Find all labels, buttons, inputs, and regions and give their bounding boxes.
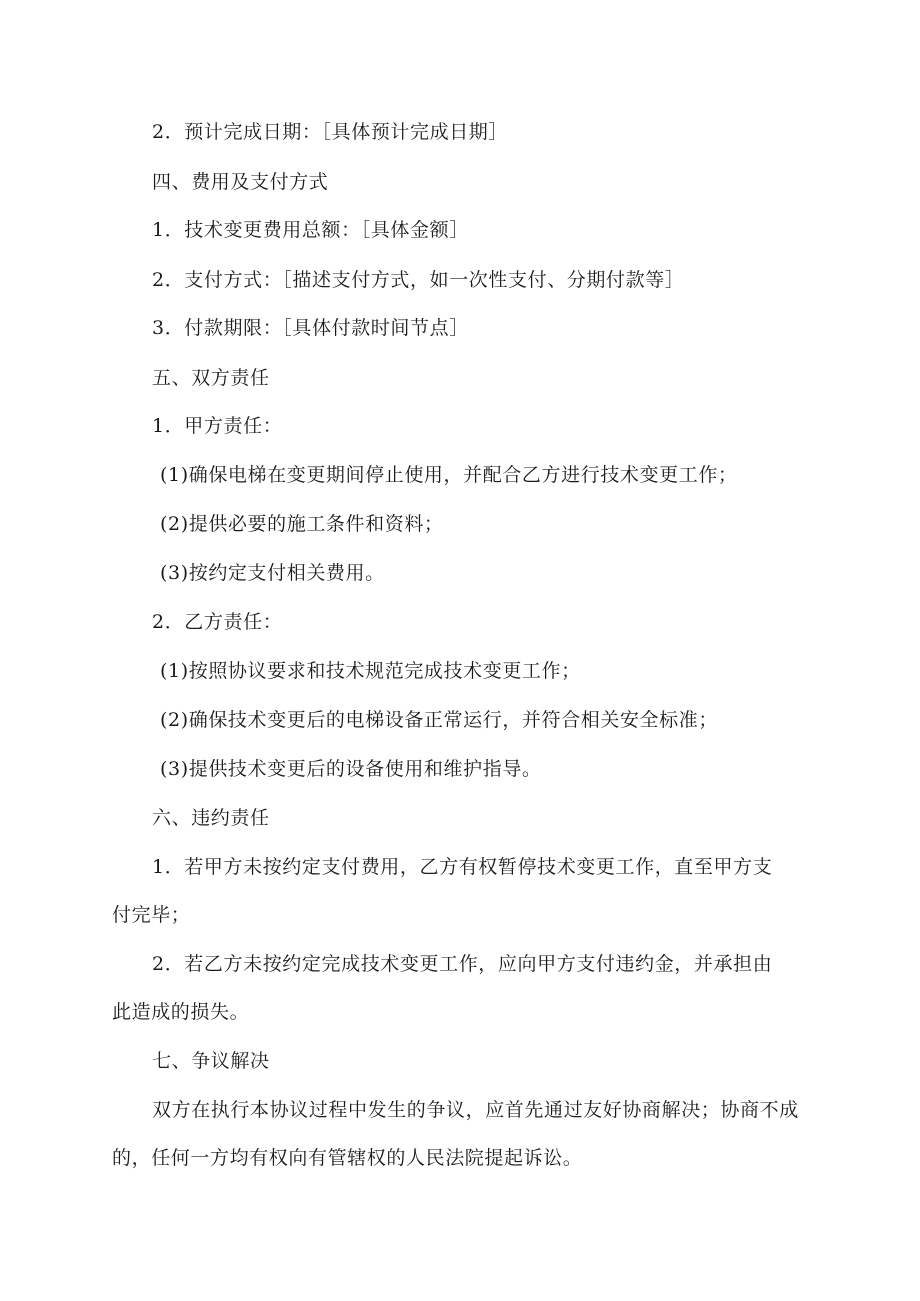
paragraph-breach-party-a: 1．若甲方未按约定支付费用，乙方有权暂停技术变更工作，直至甲方支 bbox=[152, 856, 773, 878]
paragraph-dispute-resolution: 双方在执行本协议过程中发生的争议，应首先通过友好协商解决；协商不成 bbox=[152, 1099, 799, 1121]
paragraph-breach-party-b: 2．若乙方未按约定完成技术变更工作，应向甲方支付违约金，并承担由 bbox=[152, 953, 773, 975]
list-item-party-b-2: (2)确保技术变更后的电梯设备正常运行，并符合相关安全标准； bbox=[160, 709, 718, 731]
list-item-party-b-1: (1)按照协议要求和技术规范完成技术变更工作； bbox=[160, 660, 581, 682]
paragraph-dispute-resolution-continued: 的，任何一方均有权向有管辖权的人民法院提起诉讼。 bbox=[112, 1147, 583, 1169]
subheading-party-a-responsibility: 1．甲方责任： bbox=[152, 415, 283, 437]
paragraph-payment-deadline: 3．付款期限：［具体付款时间节点］ bbox=[152, 317, 469, 339]
section-heading-breach-liability: 六、违约责任 bbox=[152, 807, 270, 829]
paragraph-breach-party-a-continued: 付完毕； bbox=[112, 904, 191, 926]
paragraph-breach-party-b-continued: 此造成的损失。 bbox=[112, 1001, 250, 1023]
list-item-party-a-3: (3)按约定支付相关费用。 bbox=[160, 562, 385, 584]
section-heading-dispute-resolution: 七、争议解决 bbox=[152, 1050, 270, 1072]
section-heading-fees-payment: 四、费用及支付方式 bbox=[152, 171, 329, 193]
paragraph-expected-completion-date: 2．预计完成日期：［具体预计完成日期］ bbox=[152, 121, 508, 143]
list-item-party-a-1: (1)确保电梯在变更期间停止使用，并配合乙方进行技术变更工作； bbox=[160, 464, 738, 486]
subheading-party-b-responsibility: 2．乙方责任： bbox=[152, 611, 283, 633]
list-item-party-b-3: (3)提供技术变更后的设备使用和维护指导。 bbox=[160, 758, 542, 780]
paragraph-payment-method: 2．支付方式：［描述支付方式，如一次性支付、分期付款等］ bbox=[152, 269, 685, 291]
section-heading-responsibilities: 五、双方责任 bbox=[152, 367, 270, 389]
list-item-party-a-2: (2)提供必要的施工条件和资料； bbox=[160, 513, 444, 535]
paragraph-total-fee: 1．技术变更费用总额：［具体金额］ bbox=[152, 219, 469, 241]
